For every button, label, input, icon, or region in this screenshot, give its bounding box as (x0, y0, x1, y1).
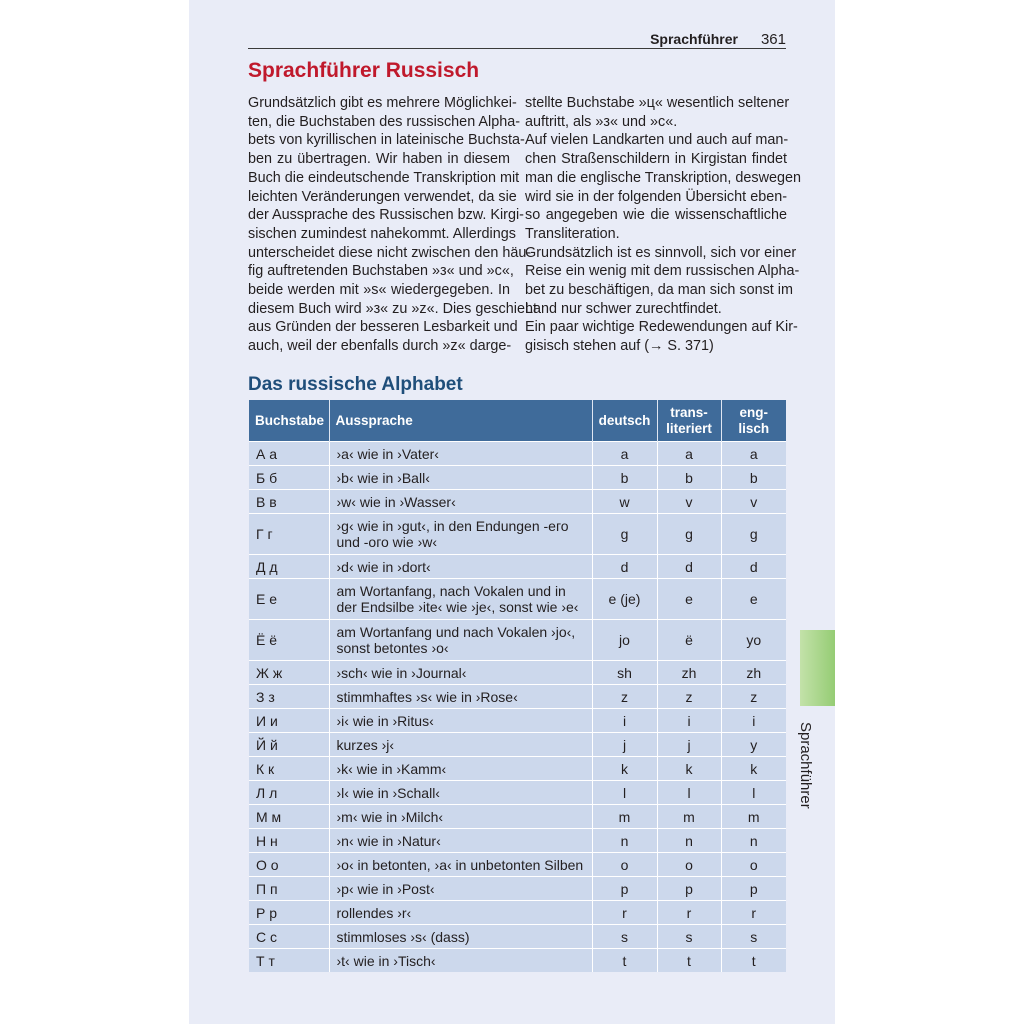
text-line: Ein paar wichtige Redewendungen auf Kir- (525, 319, 798, 336)
text-line: diesem Buch wird »з« zu »z«. Dies geschieht (248, 300, 537, 317)
cell-english: a (721, 442, 786, 466)
cell-letter: Й й (249, 733, 329, 757)
cell-pronunciation: ›n‹ wie in ›Natur‹ (329, 829, 592, 853)
header-english-line1: eng- (739, 404, 768, 420)
cell-letter: Н н (249, 829, 329, 853)
header-german: deutsch (592, 400, 657, 442)
book-page (189, 0, 835, 1024)
cell-pronunciation: ›k‹ wie in ›Kamm‹ (329, 757, 592, 781)
text-line: Auf vielen Landkarten und auch auf man- (525, 132, 789, 149)
cell-pronunciation: ›b‹ wie in ›Ball‹ (329, 466, 592, 490)
cell-german: jo (592, 620, 657, 661)
table-row (249, 709, 786, 733)
cell-pronunciation: ›d‹ wie in ›dort‹ (329, 555, 592, 579)
cell-german: m (592, 805, 657, 829)
header-english (721, 400, 786, 442)
body-text-left-column (248, 94, 537, 356)
cell-transliteration: n (657, 829, 721, 853)
running-header (248, 30, 786, 49)
table-row (249, 466, 786, 490)
cell-letter: М м (249, 805, 329, 829)
text-line: man die englische Transkription, deswegen (525, 169, 801, 186)
text-line: fig auftretenden Buchstaben »з« und »c«, (248, 263, 514, 280)
cell-transliteration: t (657, 949, 721, 973)
table-row (249, 555, 786, 579)
cell-pronunciation: ›i‹ wie in ›Ritus‹ (329, 709, 592, 733)
table-row (249, 925, 786, 949)
table-header-row (249, 400, 786, 442)
cell-german: o (592, 853, 657, 877)
text-line: so angegeben wie die wissenschaftliche (525, 207, 787, 224)
cell-english: e (721, 579, 786, 620)
text-line: wird sie in der folgenden Übersicht eben- (525, 188, 787, 205)
cell-pronunciation: am Wortanfang, nach Vokalen und in der Endsilbe ›ite‹ wie ›je‹, sonst wie ›e‹ (329, 579, 592, 620)
cell-german: s (592, 925, 657, 949)
cell-english: o (721, 853, 786, 877)
table-row (249, 829, 786, 853)
text-line: Buch die eindeutschende Transkription mit (248, 169, 520, 186)
cell-english: y (721, 733, 786, 757)
side-chapter-label: Sprachführer (797, 722, 814, 809)
cell-german: i (592, 709, 657, 733)
cell-transliteration: v (657, 490, 721, 514)
cell-german: l (592, 781, 657, 805)
chapter-title: Sprachführer Russisch (248, 59, 480, 82)
cell-english: t (721, 949, 786, 973)
text-line: Land nur schwer zurechtfindet. (525, 300, 722, 317)
cell-transliteration: z (657, 685, 721, 709)
cell-letter: Г г (249, 514, 329, 555)
chapter-tab-marker (800, 630, 835, 706)
cell-transliteration: l (657, 781, 721, 805)
text-line: sischen zumindest nahekommt. Allerdings (248, 225, 516, 242)
cell-pronunciation: ›w‹ wie in ›Wasser‹ (329, 490, 592, 514)
cell-pronunciation: ›o‹ in betonten, ›a‹ in unbetonten Silben (329, 853, 592, 877)
cell-german: e (je) (592, 579, 657, 620)
cell-german: j (592, 733, 657, 757)
cell-english: yo (721, 620, 786, 661)
cell-english: zh (721, 661, 786, 685)
cell-german: k (592, 757, 657, 781)
section-heading: Das russische Alphabet (248, 374, 463, 395)
text-line: Reise ein wenig mit dem russischen Alpha- (525, 263, 800, 280)
cell-transliteration: zh (657, 661, 721, 685)
cell-german: r (592, 901, 657, 925)
cell-pronunciation: rollendes ›r‹ (329, 901, 592, 925)
cell-letter: Ж ж (249, 661, 329, 685)
text-line: beide werden mit »s« wiedergegeben. In (248, 282, 510, 299)
table-row (249, 877, 786, 901)
text-line: stellte Buchstabe »ц« wesentlich seltener (525, 95, 790, 111)
text-line: leichten Veränderungen verwendet, da sie (248, 188, 517, 205)
cell-letter: А а (249, 442, 329, 466)
table-row (249, 757, 786, 781)
cell-transliteration: e (657, 579, 721, 620)
header-transliteration-line2: literiert (666, 420, 712, 436)
header-english-line2: lisch (738, 420, 770, 436)
cell-english: g (721, 514, 786, 555)
cell-german: t (592, 949, 657, 973)
cell-transliteration: i (657, 709, 721, 733)
cell-transliteration: b (657, 466, 721, 490)
cell-english: l (721, 781, 786, 805)
cell-german: p (592, 877, 657, 901)
cell-pronunciation: kurzes ›j‹ (329, 733, 592, 757)
cell-letter: Т т (249, 949, 329, 973)
table-row (249, 579, 786, 620)
cell-letter: Р р (249, 901, 329, 925)
text-line: gisisch stehen auf (→ S. 371) (525, 338, 714, 355)
cell-pronunciation: ›sch‹ wie in ›Journal‹ (329, 661, 592, 685)
table-row (249, 442, 786, 466)
table-row (249, 901, 786, 925)
cell-transliteration: a (657, 442, 721, 466)
cell-english: d (721, 555, 786, 579)
cell-pronunciation: ›m‹ wie in ›Milch‹ (329, 805, 592, 829)
body-text-right-column (525, 94, 801, 356)
cell-transliteration: ë (657, 620, 721, 661)
header-letter: Buchstabe (249, 400, 329, 442)
cell-pronunciation: ›g‹ wie in ›gut‹, in den Endungen -его und -ого wie ›w‹ (329, 514, 592, 555)
table-row (249, 620, 786, 661)
cell-german: z (592, 685, 657, 709)
header-section-title: Sprachführer (650, 31, 738, 47)
cell-english: b (721, 466, 786, 490)
table-row (249, 685, 786, 709)
cell-transliteration: j (657, 733, 721, 757)
text-line: ben zu übertragen. Wir haben in diesem (248, 151, 510, 168)
text-line: auftritt, als »з« und »c«. (525, 113, 678, 130)
cell-german: d (592, 555, 657, 579)
table-row (249, 949, 786, 973)
cell-transliteration: s (657, 925, 721, 949)
cell-german: sh (592, 661, 657, 685)
cell-letter: И и (249, 709, 329, 733)
cell-english: m (721, 805, 786, 829)
cell-letter: Л л (249, 781, 329, 805)
text-line: Grundsätzlich gibt es mehrere Möglichkei- (248, 95, 517, 111)
cell-letter: Е е (249, 579, 329, 620)
page-number: 361 (760, 31, 786, 48)
header-pronunciation: Aussprache (329, 400, 592, 442)
cell-letter: З з (249, 685, 329, 709)
cell-pronunciation: stimmloses ›s‹ (dass) (329, 925, 592, 949)
text-line: ten, die Buchstaben des russischen Alpha- (248, 113, 520, 130)
table-row (249, 661, 786, 685)
cell-pronunciation: stimmhaftes ›s‹ wie in ›Rose‹ (329, 685, 592, 709)
cell-letter: О о (249, 853, 329, 877)
cell-english: p (721, 877, 786, 901)
header-transliteration (657, 400, 721, 442)
cell-pronunciation: ›a‹ wie in ›Vater‹ (329, 442, 592, 466)
cell-transliteration: o (657, 853, 721, 877)
text-line: bets von kyrillischen in lateinische Buchsta- (248, 132, 525, 149)
cell-letter: С с (249, 925, 329, 949)
cell-letter: Ё ё (249, 620, 329, 661)
text-line: der Aussprache des Russischen bzw. Kirgi- (248, 207, 524, 224)
table-row (249, 514, 786, 555)
cell-transliteration: p (657, 877, 721, 901)
cell-transliteration: k (657, 757, 721, 781)
cell-transliteration: d (657, 555, 721, 579)
cell-letter: К к (249, 757, 329, 781)
header-transliteration-line1: trans- (670, 404, 708, 420)
cell-pronunciation: ›t‹ wie in ›Tisch‹ (329, 949, 592, 973)
cell-english: v (721, 490, 786, 514)
cell-english: r (721, 901, 786, 925)
cell-german: g (592, 514, 657, 555)
table-row (249, 805, 786, 829)
cell-english: i (721, 709, 786, 733)
cell-pronunciation: ›l‹ wie in ›Schall‹ (329, 781, 592, 805)
cell-english: s (721, 925, 786, 949)
cell-pronunciation: am Wortanfang und nach Vokalen ›jo‹, sonst betontes ›o‹ (329, 620, 592, 661)
text-line: Transliteration. (525, 225, 620, 242)
cell-english: k (721, 757, 786, 781)
cell-german: a (592, 442, 657, 466)
cell-letter: П п (249, 877, 329, 901)
cell-transliteration: m (657, 805, 721, 829)
alphabet-table (249, 400, 786, 972)
table-row (249, 853, 786, 877)
table-row (249, 781, 786, 805)
cell-transliteration: r (657, 901, 721, 925)
text-line: auch, weil der ebenfalls durch »z« darge- (248, 338, 512, 355)
text-line: Grundsätzlich ist es sinnvoll, sich vor einer (525, 244, 797, 261)
cell-pronunciation: ›p‹ wie in ›Post‹ (329, 877, 592, 901)
table-row (249, 490, 786, 514)
text-line: unterscheidet diese nicht zwischen den häu- (248, 244, 532, 261)
text-line: chen Straßenschildern in Kirgistan findet (525, 151, 787, 168)
cell-letter: Д д (249, 555, 329, 579)
text-line: aus Gründen der besseren Lesbarkeit und (248, 319, 518, 336)
cell-letter: Б б (249, 466, 329, 490)
cell-german: b (592, 466, 657, 490)
cell-english: n (721, 829, 786, 853)
text-line: bet zu beschäftigen, da man sich sonst im (525, 282, 793, 299)
cell-german: w (592, 490, 657, 514)
cell-english: z (721, 685, 786, 709)
table-row (249, 733, 786, 757)
cell-german: n (592, 829, 657, 853)
cell-transliteration: g (657, 514, 721, 555)
cell-letter: В в (249, 490, 329, 514)
